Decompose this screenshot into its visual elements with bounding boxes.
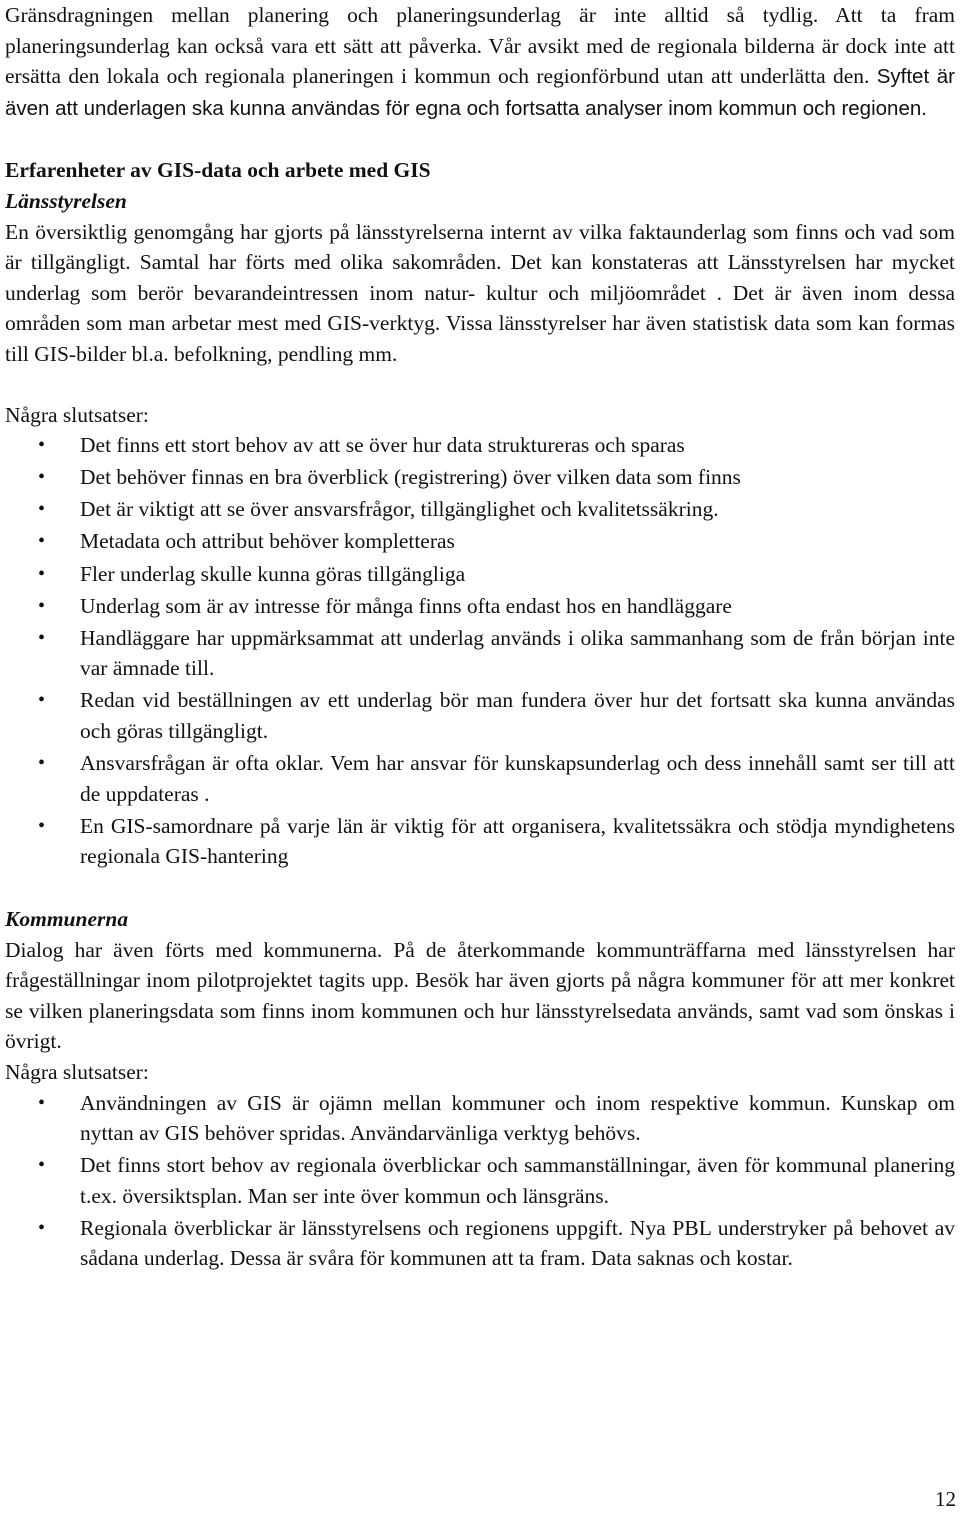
list-item (5, 623, 955, 684)
lansstyrelsen-paragraph: En översiktlig genomgång har gjorts på länsstyrelserna internt av vilka faktaunderlag som finns och vad som är tillgängligt. Samtal har förts med olika sakområden. Det kan konstateras att Länsstyrelsen har mycket underlag som berör bevarandeintressen inom natur- kultur och miljöområdet . Det är även inom dessa områden som man arbetar mest med GIS-verktyg. Vissa länsstyrelser har även statistisk data som kan formas till GIS-bilder bl.a. befolkning, pendling mm. (5, 219, 955, 366)
list-item (5, 591, 955, 622)
list-item (5, 526, 955, 557)
bullet-icon: • (38, 626, 46, 649)
bullet-icon: • (38, 814, 46, 837)
list-item (5, 462, 955, 493)
lansstyrelsen-conclusions-list (5, 430, 955, 872)
list-item-text: Det är viktigt att se över ansvarsfrågor, tillgänglighet och kvalitetssäkring. (80, 497, 719, 522)
list-item (5, 811, 955, 872)
lansstyrelsen-subheading: Länsstyrelsen (5, 188, 127, 213)
list-item-text: Det finns stort behov av regionala överblickar och sammanställningar, även för kommunal planering t.ex. översiktsplan. Man ser inte över kommun och länsgräns. (80, 1153, 955, 1208)
list-item (5, 748, 955, 809)
list-item-text: Ansvarsfrågan är ofta oklar. Vem har ansvar för kunskapsunderlag och dess innehåll samt ser till att de uppdateras . (80, 751, 955, 806)
kommunerna-conclusions-label: Några slutsatser: (5, 1059, 149, 1084)
intro-text-part2: Syftet är även att underlagen ska kunna användas för egna och fortsatta analyser inom kommun och regionen. (5, 65, 955, 120)
list-item-text: Regionala överblickar är länsstyrelsens och regionens uppgift. Nya PBL understryker på behovet av sådana underlag. Dessa är svåra för kommunen att ta fram. Data saknas och kostar. (80, 1215, 955, 1271)
bullet-icon: • (38, 1091, 46, 1114)
kommunerna-conclusions-list (5, 1088, 955, 1275)
list-item-text: Fler underlag skulle kunna göras tillgängliga (80, 561, 466, 586)
bullet-icon: • (38, 689, 46, 712)
list-item-text: En GIS-samordnare på varje län är viktig för att organisera, kvalitetssäkra och stödja myndighetens regionala GIS-hantering (80, 813, 955, 869)
bullet-icon: • (38, 594, 46, 617)
bullet-icon: • (38, 1216, 46, 1239)
document-page (5, 0, 955, 1276)
list-item-text: Underlag som är av intresse för många finns ofta endast hos en handläggare (80, 593, 732, 618)
list-item (5, 1213, 955, 1274)
page-number: 12 (935, 1487, 956, 1511)
bullet-icon: • (38, 498, 46, 521)
list-item-text: Metadata och attribut behöver kompletteras (80, 529, 455, 554)
bullet-icon: • (38, 434, 46, 457)
list-item-text: Användningen av GIS är ojämn mellan kommuner och inom respektive kommun. Kunskap om nyttan av GIS behöver spridas. Användarvänliga verktyg behövs. (80, 1090, 955, 1146)
list-item (5, 494, 955, 525)
list-item-text: Redan vid beställningen av ett underlag bör man fundera över hur det fortsatt ska kunna användas och göras tillgängligt. (80, 688, 955, 743)
list-item-text: Det behöver finnas en bra överblick (registrering) över vilken data som finns (80, 465, 741, 490)
list-item-text: Det finns ett stort behov av att se över hur data struktureras och sparas (80, 433, 685, 458)
list-item (5, 1088, 955, 1149)
section-heading: Erfarenheter av GIS-data och arbete med GIS (5, 158, 431, 183)
bullet-icon: • (38, 1154, 46, 1177)
kommunerna-paragraph: Dialog har även förts med kommunerna. På de återkommande kommunträffarna med länsstyrelsen har frågeställningar inom pilotprojektet tagits upp. Besök har även gjorts på några kommuner för att mer konkret se vilken planeringsdata som finns inom kommunen och hur länsstyrelsedata används, samt vad som önskas i övrigt. (5, 937, 955, 1054)
list-item-text: Handläggare har uppmärksammat att underlag används i olika sammanhang som de från början inte var ämnade till. (80, 625, 955, 681)
list-item (5, 1150, 955, 1211)
list-item (5, 559, 955, 590)
bullet-icon: • (38, 752, 46, 775)
bullet-icon: • (38, 562, 46, 585)
kommunerna-subheading: Kommunerna (5, 906, 129, 931)
bullet-icon: • (38, 466, 46, 489)
intro-paragraph (5, 0, 955, 124)
intro-text-part1: Gränsdragningen mellan planering och planeringsunderlag är inte alltid så tydlig. Att ta fram planeringsunderlag kan också vara ett sätt att påverka. Vår avsikt med de regionala bilderna är dock inte att ersätta den lokala och regionala planeringen i kommun och regionförbund utan att underlätta den. (5, 3, 955, 89)
list-item (5, 430, 955, 461)
bullet-icon: • (38, 530, 46, 553)
lansstyrelsen-conclusions-label: Några slutsatser: (5, 402, 149, 427)
list-item (5, 685, 955, 746)
